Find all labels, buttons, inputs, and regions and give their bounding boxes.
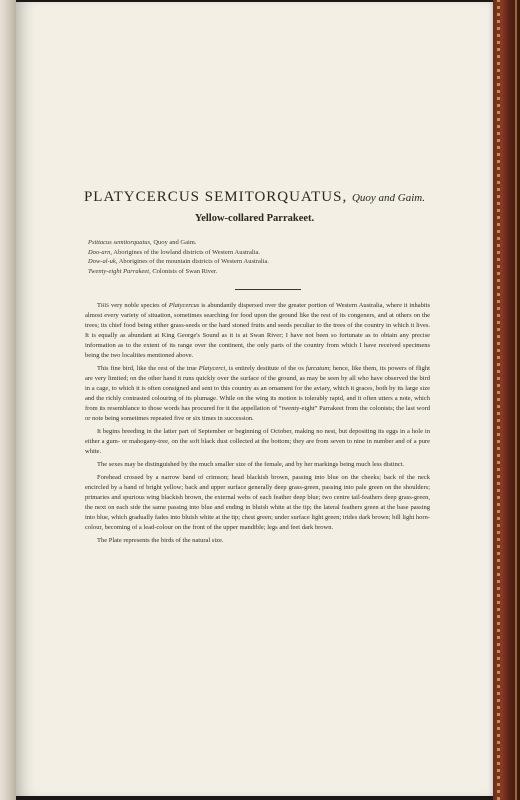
paragraph: The Plate represents the birds of the natural size. xyxy=(97,537,224,544)
synonym-item: Psittacus semitorquatus, Quoy and Gaim. xyxy=(88,239,197,246)
paragraph: It begins breeding in the latter part of September or beginning of October, making no nest, but depositing its eggs in a hole in either a gum- or mahogany-tree, on the soft black dust collected at the bottom; they are from seven to nine in number and of a pure white. xyxy=(85,428,430,455)
common-name: Yellow-collared Parrakeet. xyxy=(194,213,315,224)
paragraph: The sexes may be distinguished by the much smaller size of the female, and by her markings being much less distinct. xyxy=(97,461,405,468)
species-title xyxy=(16,189,493,206)
synonym-item: Doo-arn, Aborigines of the lowland districts of Western Australia. xyxy=(88,248,260,256)
article-body xyxy=(85,301,430,549)
paragraph: This fine bird, like the rest of the true Platycerci, is entirely destitute of the os furcatum; hence, like them, its powers of flight are very limited; on the other hand it runs quickly over the surface of the ground, as may be seen by all who have observed the bird in a cage, to which it is often consigned and sent to this country as an ornament for the aviary, which it graces, both by its large size and the richly contrasted colouring of its plumage. While on the wing its motion is tolerably rapid, and it often utters a note, which from its resemblance to those words has procured for it the appellation of “twenty-eight” Parrakeet from the colonists; the last word or note being sometimes repeated five or six times in succession. xyxy=(85,365,430,422)
paragraph: This very noble species of Platycercus is abundantly dispersed over the greater portion of Western Australia, where it inhabits almost every variety of situation, sometimes searching for food upon the ground like the rest of its congeners, and at others on the trees; its chief food being either grass-seeds or the hard stoned fruits and seeds peculiar to the trees of the country in which it lives. It is equally as abundant at King George's Sound as it is at Swan River; I have not been so fortunate as to obtain any precise information as to the extent of its range over the continent, the only parts of the country from which I have received specimens being the two localities mentioned above. xyxy=(85,302,430,359)
book-gutter xyxy=(0,0,16,800)
synonym-item: Dow-al-uk, Aborigines of the mountain districts of Western Australia. xyxy=(88,258,269,265)
synonym-list xyxy=(88,238,448,276)
section-divider xyxy=(235,289,301,290)
synonym-item: Twenty-eight Parrakeet, Colonists of Swan River. xyxy=(88,267,218,275)
species-authority: Quoy and Gaim. xyxy=(351,192,426,204)
paragraph: Forehead crossed by a narrow band of crimson; head blackish brown, passing into blue on the cheeks; back of the neck encircled by a band of bright yellow; back and upper surface generally deep grass-green, passing into pale green on the shoulders; primaries and spurious wing blackish brown, the external webs of each feather deep blue; two centre tail-feathers deep grass-green, the next on each side the same passing into blue and ending in bluish white at the tip; the lateral feathers green at the base passing into blue, which gradually fades into bluish white at the tip; chest green; under surface light green; irides dark brown; bill light horn-colour, becoming of a lead-colour on the front of the upper mandible; legs and feet dark brown. xyxy=(85,474,430,531)
species-name: PLATYCERCUS SEMITORQUATUS, xyxy=(83,189,348,205)
book-page xyxy=(16,2,493,796)
book-edge-binding xyxy=(493,0,520,800)
